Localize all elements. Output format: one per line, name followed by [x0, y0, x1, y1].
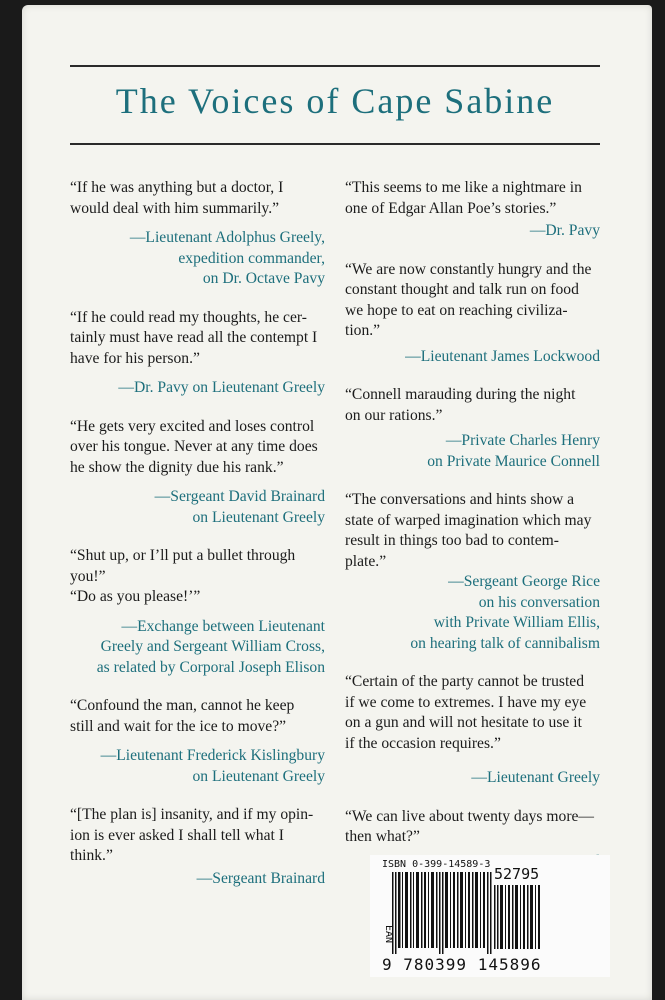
- quote-attribution: [345, 347, 600, 368]
- attribution-line: —Sergeant David Brainard: [154, 488, 325, 505]
- quote-text: [70, 546, 325, 608]
- quote-attribution: [70, 617, 325, 679]
- right-quote-column: [345, 178, 600, 872]
- quote-attribution: [70, 487, 325, 528]
- attribution-line: expedition commander,: [178, 249, 325, 267]
- price-code-label: 52795: [494, 865, 540, 883]
- title-top-rule: [70, 65, 600, 67]
- quote-line: have for his person.”: [70, 349, 200, 367]
- quote-line: think.”: [70, 847, 113, 864]
- quote-line: “If he was anything but a doctor, I: [70, 179, 284, 196]
- quote-line: “He gets very excited and loses control: [70, 417, 315, 435]
- quote-text: [70, 805, 325, 867]
- quote-entry: [70, 178, 325, 290]
- quote-text: [345, 178, 600, 219]
- quote-entry: [345, 490, 600, 654]
- quote-line: still and wait for the ice to move?”: [70, 717, 287, 735]
- quote-line: plate.”: [345, 552, 387, 570]
- attribution-line: —Sergeant Brainard: [196, 869, 325, 887]
- attribution-line: —Lieutenant Greely: [471, 769, 600, 786]
- attribution-line: —Dr. Pavy: [529, 222, 600, 239]
- ean-barcode: [392, 872, 492, 954]
- quote-line: “We can live about twenty days more—: [345, 807, 595, 825]
- quote-line: on a gun and will not hesitate to use it: [345, 714, 582, 731]
- quote-attribution: [70, 378, 325, 399]
- quote-attribution: [345, 221, 600, 242]
- attribution-line: —Exchange between Lieutenant: [121, 617, 325, 635]
- quote-text: [70, 696, 325, 737]
- quote-line: result in things too bad to contem-: [345, 532, 559, 549]
- quote-entry: [70, 546, 325, 678]
- quote-line: “Do as you please!’”: [70, 588, 201, 605]
- quote-attribution: [70, 228, 325, 290]
- quote-line: you!”: [70, 567, 106, 585]
- quote-line: constant thought and talk run on food: [345, 281, 579, 298]
- quote-attribution: [70, 746, 325, 787]
- quote-text: [70, 417, 325, 479]
- quote-line: “The conversations and hints show a: [345, 491, 575, 508]
- quote-line: would deal with him summarily.”: [70, 199, 280, 217]
- quote-attribution: [345, 572, 600, 654]
- quote-line: “Shut up, or I’ll put a bullet through: [70, 547, 296, 564]
- quote-line: tainly must have read all the contempt I: [70, 329, 318, 346]
- quote-line: if the occasion requires.”: [345, 734, 501, 752]
- quote-entry: [345, 178, 600, 242]
- attribution-line: —Dr. Pavy on Lieutenant Greely: [118, 379, 325, 396]
- ean-label: EAN: [383, 925, 394, 944]
- attribution-line: as related by Corporal Joseph Elison: [96, 658, 325, 676]
- attribution-line: —Private Charles Henry: [445, 432, 600, 449]
- isbn-label: ISBN 0-399-14589-3: [382, 859, 491, 870]
- quote-text: [70, 308, 325, 370]
- quote-line: “Connell marauding during the night: [345, 386, 576, 403]
- quote-entry: [345, 385, 600, 472]
- quote-line: over his tongue. Never at any time does: [70, 438, 318, 455]
- quote-line: “This seems to me like a nightmare in: [345, 179, 582, 196]
- quote-line: on our rations.”: [345, 406, 443, 424]
- quote-line: “[The plan is] insanity, and if my opin-: [70, 806, 314, 823]
- quote-line: “Confound the man, cannot he keep: [70, 697, 295, 714]
- attribution-line: —Sergeant George Rice: [448, 573, 600, 590]
- attribution-line: Greely and Sergeant William Cross,: [100, 638, 325, 655]
- quote-attribution: [70, 869, 325, 890]
- quote-line: he show the dignity due his rank.”: [70, 458, 284, 476]
- quote-line: if we come to extremes. I have my eye: [345, 693, 587, 711]
- quote-line: then what?”: [345, 828, 420, 845]
- quote-entry: [70, 417, 325, 529]
- quote-attribution: [345, 768, 600, 789]
- attribution-line: on Lieutenant Greely: [192, 508, 325, 526]
- quote-line: ion is ever asked I shall tell what I: [70, 826, 284, 844]
- left-quote-column: [70, 178, 325, 889]
- quote-entry: [345, 260, 600, 368]
- attribution-line: on Lieutenant Greely: [192, 767, 325, 785]
- quote-line: we hope to eat on reaching civiliza-: [345, 301, 568, 319]
- attribution-line: on Private Maurice Connell: [427, 452, 600, 470]
- quote-line: “We are now constantly hungry and the: [345, 260, 592, 278]
- quote-text: [345, 672, 600, 754]
- quote-text: [70, 178, 325, 219]
- quote-entry: [70, 308, 325, 399]
- book-title: The Voices of Cape Sabine: [115, 81, 555, 121]
- quote-text: [345, 807, 600, 848]
- barcode-block: [370, 855, 610, 977]
- quote-line: tion.”: [345, 322, 381, 339]
- quote-text: [345, 385, 600, 426]
- attribution-line: —Lieutenant Frederick Kislingbury: [100, 747, 325, 764]
- attribution-line: —Lieutenant Adolphus Greely,: [129, 229, 325, 246]
- quote-line: “Certain of the party cannot be trusted: [345, 673, 585, 690]
- price-barcode: [494, 885, 542, 949]
- title-bottom-rule: [70, 143, 600, 145]
- quote-entry: [345, 672, 600, 789]
- quote-line: one of Edgar Allan Poe’s stories.”: [345, 199, 557, 217]
- attribution-line: on his conversation: [478, 593, 600, 611]
- quote-text: [345, 260, 600, 342]
- quote-text: [345, 490, 600, 572]
- quote-attribution: [345, 431, 600, 472]
- quote-entry: [70, 696, 325, 787]
- attribution-line: on Dr. Octave Pavy: [202, 270, 325, 287]
- attribution-line: on hearing talk of cannibalism: [410, 634, 600, 652]
- quote-entry: [70, 805, 325, 889]
- quote-line: “If he could read my thoughts, he cer-: [70, 308, 307, 326]
- attribution-line: with Private William Ellis,: [433, 614, 600, 631]
- quote-line: state of warped imagination which may: [345, 511, 592, 529]
- ean-number: 9 780399 145896: [382, 955, 542, 974]
- attribution-line: —Lieutenant James Lockwood: [405, 347, 600, 365]
